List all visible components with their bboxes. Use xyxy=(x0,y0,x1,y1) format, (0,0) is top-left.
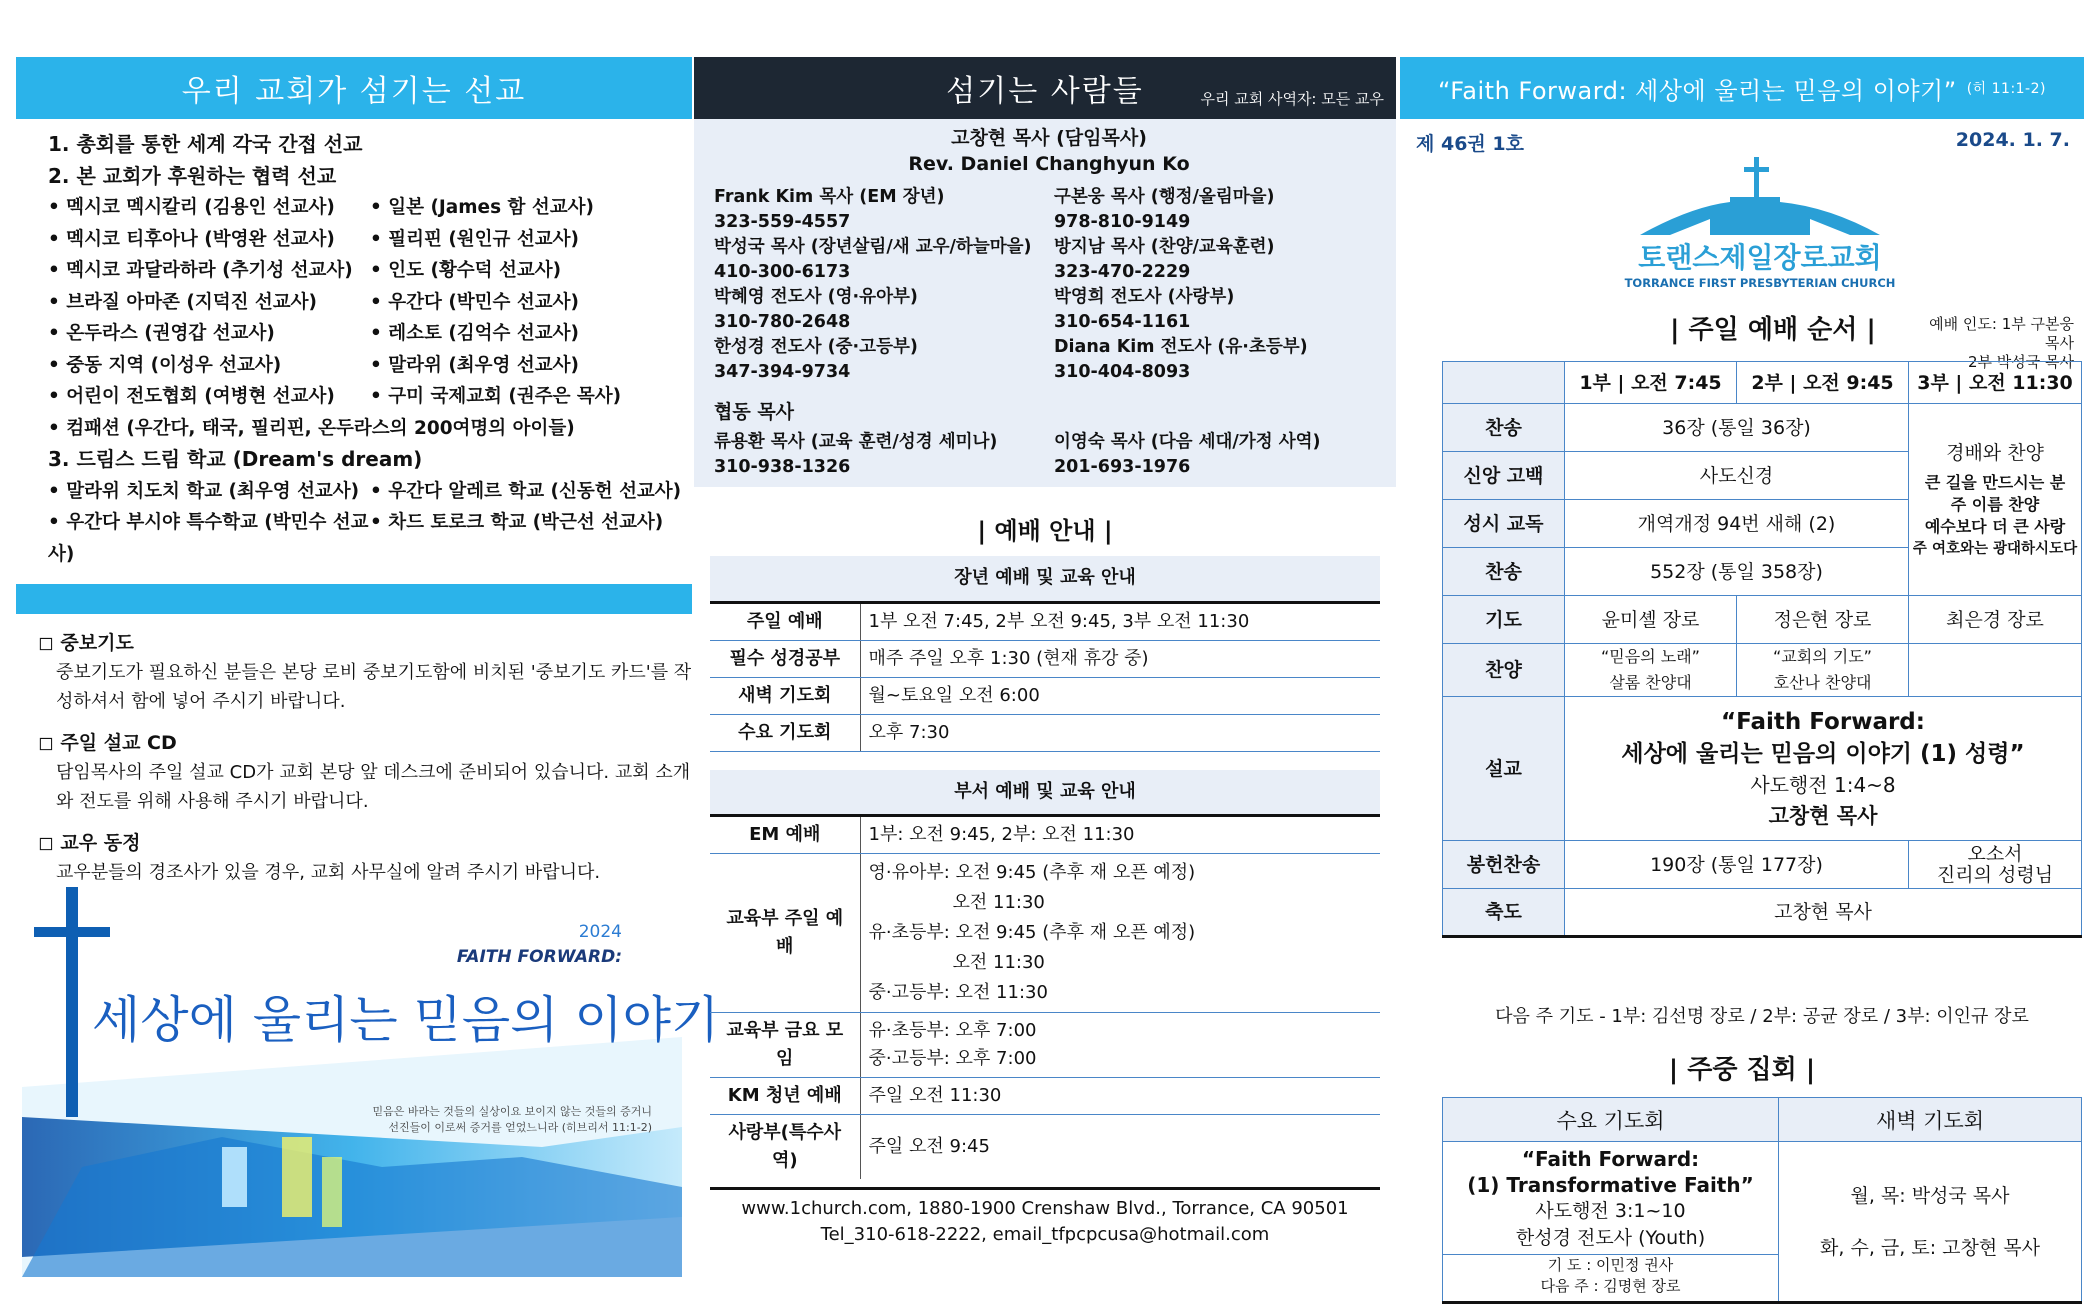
row-value: 190장 (통일 177장) xyxy=(1565,841,1909,889)
theme-header-ref: (히 11:1-2) xyxy=(1966,81,2046,97)
service-2-header: 2부 | 오전 9:45 xyxy=(1737,362,1909,404)
row-value: 36장 (통일 36장) xyxy=(1565,404,1909,452)
missions-header xyxy=(16,57,692,119)
staff-phone: 410-300-6173 xyxy=(714,262,851,282)
dawn-line: 화, 수, 금, 토: 고창현 목사 xyxy=(1820,1236,2040,1259)
missions-header-text: 우리 교회가 섬기는 선교 xyxy=(181,74,527,109)
theme-header xyxy=(1400,57,2084,119)
next-week-prayer: 다음 주 기도 - 1부: 김선명 장로 / 2부: 공균 장로 / 3부: 이인규 장로 xyxy=(1495,1006,2029,1027)
associate-pastors-title: 협동 목사 xyxy=(714,401,795,423)
sermon-title-1: “Faith Forward: xyxy=(1721,708,1925,735)
offering-song: 진리의 성령님 xyxy=(1936,863,2054,886)
wed-prayer: 기 도 : 이민정 권사 xyxy=(1443,1254,1778,1276)
church-footer xyxy=(710,1187,1380,1248)
row-value: 개역개정 94번 새해 (2) xyxy=(1565,500,1909,548)
mission-item: • 인도 (황수덕 선교사) xyxy=(370,260,562,281)
staff-phone: 347-394-9734 xyxy=(714,362,851,382)
mission-item: • 필리핀 (원인규 선교사) xyxy=(370,228,579,250)
mission-item: • 온두라스 (권영갑 선교사) xyxy=(48,323,275,344)
row-value xyxy=(860,1013,1380,1078)
fri-line: 중·고등부: 오후 7:00 xyxy=(868,1048,1037,1069)
row-value: 월~토요일 오전 6:00 xyxy=(860,677,1380,714)
staff-column xyxy=(694,57,1396,1245)
row-label: 봉헌찬송 xyxy=(1443,841,1565,889)
row-label: 새벽 기도회 xyxy=(710,677,860,714)
art-cross-horizontal xyxy=(34,927,110,937)
wed-title-1: “Faith Forward: xyxy=(1521,1147,1700,1171)
sermon-cell xyxy=(1565,697,2082,841)
church-contact: Tel_310-618-2222, email_tfpcpcusa@hotmail.com xyxy=(820,1224,1270,1245)
row-label: 찬송 xyxy=(1443,548,1565,596)
worship-order-title: | 주일 예배 순서 | xyxy=(1670,315,1876,345)
mission-item: • 멕시코 티후아나 (박영완 선교사) xyxy=(48,228,335,250)
section-divider-bar xyxy=(16,584,692,614)
row-value: 1부: 오전 9:45, 2부: 오전 11:30 xyxy=(860,816,1380,854)
staff-phone: 310-404-8093 xyxy=(1054,362,1191,382)
mission-item: • 우간다 (박민수 선교사) xyxy=(370,291,579,313)
notice-title: ◻ 중보기도 xyxy=(38,632,134,654)
prayer-2: 정은현 장로 xyxy=(1737,596,1909,644)
mission-item: • 레소토 (김억수 선교사) xyxy=(370,323,579,344)
art-year: 2024 xyxy=(578,922,622,942)
praise-song: 주 여호와는 광대하시도다 xyxy=(1912,540,2078,557)
church-logo xyxy=(1624,157,1896,297)
associate-name: 류용환 목사 (교육 훈련/성경 세미나) xyxy=(714,432,998,452)
praise-song: 주 이름 찬양 xyxy=(1950,494,2040,514)
row-value: 주일 오전 9:45 xyxy=(868,1136,990,1157)
offering-song: 오소서 xyxy=(1967,842,2023,865)
staff-name: 박영희 전도사 (사랑부) xyxy=(1054,287,1235,307)
fri-line: 유·초등부: 오후 7:00 xyxy=(868,1020,1037,1041)
staff-phone: 323-470-2229 xyxy=(1054,262,1191,282)
dawn-cell xyxy=(1779,1142,2082,1303)
volume-number: 제 46권 1호 xyxy=(1416,133,1524,155)
mission-item: • 말라위 (최우영 선교사) xyxy=(370,354,579,376)
corner-cell xyxy=(1443,362,1565,404)
row-value: 매주 주일 오후 1:30 (현재 휴강 중) xyxy=(860,640,1380,677)
sermon-title-2: 세상에 울리는 믿음의 이야기 (1) 성령” xyxy=(1621,740,2025,767)
art-block xyxy=(282,1137,312,1217)
row-value xyxy=(860,854,1380,1013)
faith-forward-artwork xyxy=(22,887,720,1277)
adult-table-caption: 장년 예배 및 교육 안내 xyxy=(710,556,1380,602)
row-label: 성시 교독 xyxy=(1443,500,1565,548)
missions-grid xyxy=(16,192,692,413)
staff-name: 방지남 목사 (찬양/교육훈련) xyxy=(1054,237,1275,257)
row-label: 교육부 금요 모임 xyxy=(710,1013,860,1078)
staff-phone: 323-559-4557 xyxy=(714,212,851,232)
prayer-3: 최은경 장로 xyxy=(1909,596,2082,644)
dawn-header: 새벽 기도회 xyxy=(1779,1098,2082,1142)
praise-worship-cell xyxy=(1909,404,2082,596)
notice-desc: 담임목사의 주일 설교 CD가 교회 본당 앞 데스크에 준비되어 있습니다. 교회 소개와 전도를 위해 사용해 주시기 바랍니다. xyxy=(56,762,691,812)
staff-name: Frank Kim 목사 (EM 장년) xyxy=(714,187,945,207)
missions-section-3: 3. 드림스 드림 학교 (Dream's dream) xyxy=(48,447,423,471)
associate-phone: 310-938-1326 xyxy=(714,457,851,477)
staff-grid xyxy=(714,185,1384,385)
mission-item: • 멕시코 과달라하라 (추기성 선교사) xyxy=(48,260,353,281)
edu-line: 오전 11:30 xyxy=(952,952,1045,973)
praise-song: 예수보다 더 큰 사랑 xyxy=(1924,516,2066,536)
wed-preacher: 한성경 전도사 (Youth) xyxy=(1515,1227,1706,1249)
logo-cross-bar xyxy=(1744,167,1769,172)
dawn-line: 월, 목: 박성국 목사 xyxy=(1850,1184,2010,1207)
staff-name: 한성경 전도사 (중·고등부) xyxy=(714,337,918,357)
issue-row xyxy=(1400,119,2084,156)
missions-section-2: 2. 본 교회가 후원하는 협력 선교 xyxy=(48,163,337,188)
choir-1 xyxy=(1565,644,1737,697)
row-value: 주일 오전 11:30 xyxy=(860,1078,1380,1115)
praise-song: 큰 길을 만드시는 분 xyxy=(1924,472,2066,492)
staff-phone: 310-780-2648 xyxy=(714,312,851,332)
edu-line: 오전 11:30 xyxy=(952,892,1045,913)
staff-name: 박혜영 전도사 (영·유아부) xyxy=(714,287,918,307)
edu-line: 중·고등부: 오전 11:30 xyxy=(868,982,1048,1003)
mission-item: • 브라질 아마존 (지덕진 선교사) xyxy=(48,291,317,313)
missions-list xyxy=(16,119,692,192)
wed-title-2: (1) Transformative Faith” xyxy=(1467,1173,1754,1197)
mission-item: • 중동 지역 (이성우 선교사) xyxy=(48,354,282,376)
school-item: • 우간다 부시야 특수학교 (박민수 선교사) xyxy=(48,512,369,565)
notices xyxy=(16,614,692,887)
row-label: EM 예배 xyxy=(710,816,860,854)
mission-item: • 멕시코 멕시칼리 (김용인 선교사) xyxy=(48,197,335,218)
row-label: 사랑부(특수사역) xyxy=(710,1115,860,1180)
staff-name: Diana Kim 전도사 (유·초등부) xyxy=(1054,337,1308,357)
row-label: 교육부 주일 예배 xyxy=(710,854,860,1013)
row-label: 찬송 xyxy=(1443,404,1565,452)
choir-2 xyxy=(1737,644,1909,697)
staff-header-text: 섬기는 사람들 xyxy=(946,74,1144,109)
wednesday-cell xyxy=(1443,1142,1779,1303)
mission-item-compassion: • 컴패션 (우간다, 태국, 필리핀, 온두라스의 200여명의 아이들) xyxy=(48,417,575,439)
church-address: www.1church.com, 1880-1900 Crenshaw Blvd., Torrance, CA 90501 xyxy=(741,1198,1349,1219)
prayer-1: 윤미셸 장로 xyxy=(1565,596,1737,644)
dept-table-caption: 부서 예배 및 교육 안내 xyxy=(710,770,1380,816)
row-label: 수요 기도회 xyxy=(710,714,860,751)
row-value: 오후 7:30 xyxy=(860,714,1380,751)
sermon-preacher: 고창현 목사 xyxy=(1768,803,1878,828)
row-label: 설교 xyxy=(1443,697,1565,841)
notice-desc: 중보기도가 필요하신 분들은 본당 로비 중보기도함에 비치된 '중보기도 카드'를 작성하셔서 함에 넣어 주시기 바랍니다. xyxy=(56,662,692,712)
edu-line: 유·초등부: 오전 9:45 (추후 재 오픈 예정) xyxy=(868,922,1196,943)
school-item: • 차드 토로크 학교 (박근선 선교사) xyxy=(370,512,664,533)
row-label: KM 청년 예배 xyxy=(710,1078,860,1115)
row-value: 552장 (통일 358장) xyxy=(1565,548,1909,596)
school-item: • 말라위 치도치 학교 (최우영 선교사) xyxy=(48,480,360,502)
sermon-scripture: 사도행전 1:4~8 xyxy=(1750,772,1896,797)
row-value: 사도신경 xyxy=(1565,452,1909,500)
mission-item: • 어린이 전도협회 (여병현 선교사) xyxy=(48,386,335,407)
school-item: • 우간다 알레르 학교 (신동헌 선교사) xyxy=(370,480,682,502)
row-value: 1부 오전 7:45, 2부 오전 9:45, 3부 오전 11:30 xyxy=(860,602,1380,640)
row-label: 축도 xyxy=(1443,889,1565,937)
praise-title: 경배와 찬양 xyxy=(1946,441,2044,464)
wednesday-header: 수요 기도회 xyxy=(1443,1098,1779,1142)
senior-pastor-en: Rev. Daniel Changhyun Ko xyxy=(908,153,1190,175)
associate-grid xyxy=(714,430,1384,480)
weekly-meetings-title: | 주중 집회 | xyxy=(1668,1055,1816,1085)
choir-3 xyxy=(1909,644,2082,697)
order-column xyxy=(1400,57,2084,1295)
art-cross-vertical xyxy=(66,887,78,1117)
staff-box xyxy=(694,119,1396,487)
choir-song: “믿음의 노래” xyxy=(1601,647,1700,666)
logo-cross xyxy=(1754,157,1759,197)
row-label: 찬양 xyxy=(1443,644,1565,697)
row-label: 주일 예배 xyxy=(710,602,860,640)
staff-name: 구본웅 목사 (행정/올림마을) xyxy=(1054,187,1275,207)
row-label: 기도 xyxy=(1443,596,1565,644)
art-theme-en: FAITH FORWARD: xyxy=(456,947,622,967)
edu-line: 영·유아부: 오전 9:45 (추후 재 오픈 예정) xyxy=(868,862,1196,883)
choir-song: “교회의 기도” xyxy=(1773,647,1872,666)
staff-phone: 310-654-1161 xyxy=(1054,312,1191,332)
mission-item: • 구미 국제교회 (권주은 목사) xyxy=(370,386,622,407)
notice-title: ◻ 교우 동정 xyxy=(38,832,141,854)
row-label: 필수 성경공부 xyxy=(710,640,860,677)
senior-pastor: 고창현 목사 (담임목사) xyxy=(951,127,1147,149)
dream-schools-grid xyxy=(16,476,692,571)
art-verse-2: 선진들이 이로써 증거를 얻었느니라 (히브리서 11:1-2) xyxy=(388,1121,652,1134)
service-1-header: 1부 | 오전 7:45 xyxy=(1565,362,1737,404)
choir-name: 호산나 찬양대 xyxy=(1773,673,1872,692)
weekly-meetings-table xyxy=(1442,1097,2082,1304)
service-3-header: 3부 | 오전 11:30 xyxy=(1909,362,2082,404)
mission-item: • 일본 (James 함 선교사) xyxy=(370,197,594,218)
wed-scripture: 사도행전 3:1~10 xyxy=(1535,1200,1686,1222)
row-value: 고창현 목사 xyxy=(1565,889,2082,937)
notice-desc: 교우분들의 경조사가 있을 경우, 교회 사무실에 알려 주시기 바랍니다. xyxy=(56,862,601,883)
leader-line: 예배 인도: 1부 구본웅 목사 xyxy=(1929,315,2074,352)
logo-building xyxy=(1640,197,1880,235)
issue-date: 2024. 1. 7. xyxy=(1955,129,2070,151)
associate-name: 이영숙 목사 (다음 세대/가정 사역) xyxy=(1054,432,1321,452)
adult-worship-table xyxy=(710,556,1380,752)
worship-guide-title: | 예배 안내 | xyxy=(977,517,1113,545)
notice-title: ◻ 주일 설교 CD xyxy=(38,732,177,754)
missions-section-1: 1. 총회를 통한 세계 각국 간접 선교 xyxy=(48,132,363,156)
dept-worship-table xyxy=(710,770,1380,1180)
row-label: 신앙 고백 xyxy=(1443,452,1565,500)
wed-next: 다음 주 : 김명현 장로 xyxy=(1540,1277,1681,1295)
art-block xyxy=(222,1147,247,1207)
art-verse-1: 믿음은 바라는 것들의 실상이요 보이지 않는 것들의 증거니 xyxy=(372,1105,652,1118)
theme-header-text: “Faith Forward: 세상에 울리는 믿음의 이야기” xyxy=(1438,76,1957,105)
worship-order-table xyxy=(1442,361,2082,938)
associate-phone: 201-693-1976 xyxy=(1054,457,1191,477)
missions-column xyxy=(16,57,720,1134)
art-theme-ko: 세상에 울리는 믿음의 이야기 xyxy=(92,991,720,1049)
logo-name-ko: 토랜스제일장로교회 xyxy=(1638,241,1882,274)
staff-header xyxy=(694,57,1396,119)
missions-list-3 xyxy=(16,444,692,476)
staff-header-subtitle: 우리 교회 사역자: 모든 교우 xyxy=(1200,90,1384,108)
logo-name-en: TORRANCE FIRST PRESBYTERIAN CHURCH xyxy=(1624,276,1896,290)
offering-3 xyxy=(1909,841,2082,889)
choir-name: 살롬 찬양대 xyxy=(1609,673,1692,692)
art-block xyxy=(322,1157,342,1227)
leader-line: 2부 박성국 목사 xyxy=(1967,353,2074,371)
staff-name: 박성국 목사 (장년살림/새 교우/하늘마을) xyxy=(714,237,1032,257)
staff-phone: 978-810-9149 xyxy=(1054,212,1191,232)
